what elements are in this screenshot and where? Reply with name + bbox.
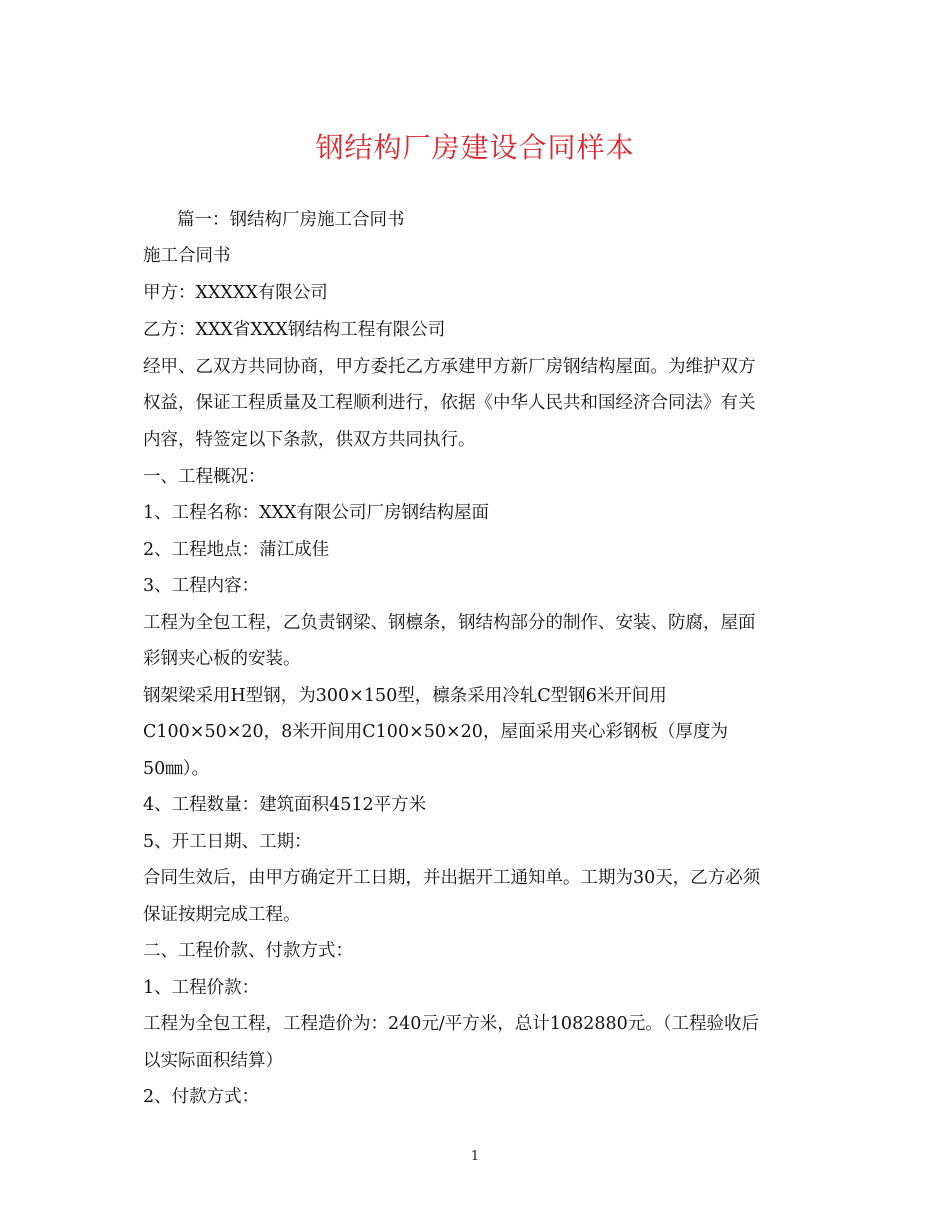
paragraph-line: 工程为全包工程，乙负责钢梁、钢檩条，钢结构部分的制作、安装、防腐，屋面: [143, 613, 756, 633]
list-item: 2、付款方式：: [143, 1087, 260, 1107]
list-item: 1、工程名称：XXX有限公司厂房钢结构屋面: [143, 503, 490, 523]
paragraph-line: 合同生效后，由甲方确定开工日期，并出据开工通知单。工期为30天，乙方必须: [143, 868, 761, 888]
section-heading: 篇一：钢结构厂房施工合同书: [177, 210, 405, 230]
paragraph-line: C100×50×20，8米开间用C100×50×20，屋面采用夹心彩钢板（厚度为: [143, 722, 728, 742]
list-item: 2、工程地点：蒲江成佳: [143, 540, 330, 560]
paragraph-line: 50㎜）。: [143, 759, 210, 779]
paragraph-line: 经甲、乙双方共同协商，甲方委托乙方承建甲方新厂房钢结构屋面。为维护双方: [143, 357, 756, 377]
party-b-line: 乙方：XXX省XXX钢结构工程有限公司: [143, 320, 446, 340]
party-a-line: 甲方：XXXXX有限公司: [143, 283, 328, 303]
page-number: 1: [470, 1149, 480, 1164]
paragraph-line: 钢架梁采用H型钢，为300×150型，檩条采用冷轧C型钢6米开间用: [143, 686, 667, 706]
paragraph-line: 内容，特签定以下条款，供双方共同执行。: [143, 430, 476, 450]
paragraph-line: 保证按期完成工程。: [143, 905, 301, 925]
paragraph-line: 以实际面积结算）: [143, 1051, 283, 1071]
paragraph-line: 权益，保证工程质量及工程顺利进行，依据《中华人民共和国经济合同法》有关: [143, 393, 756, 413]
list-item: 3、工程内容：: [143, 576, 260, 596]
paragraph-line: 工程为全包工程，工程造价为：240元/平方米，总计1082880元。（工程验收后: [143, 1014, 759, 1034]
section-heading: 一、工程概况：: [143, 467, 266, 487]
paragraph-line: 彩钢夹心板的安装。: [143, 649, 301, 669]
document-title: 钢结构厂房建设合同样本: [315, 131, 635, 164]
list-item: 4、工程数量：建筑面积4512平方米: [143, 795, 427, 815]
list-item: 1、工程价款：: [143, 978, 260, 998]
contract-heading: 施工合同书: [143, 246, 231, 266]
list-item: 5、开工日期、工期：: [143, 832, 312, 852]
section-heading: 二、工程价款、付款方式：: [143, 941, 353, 961]
